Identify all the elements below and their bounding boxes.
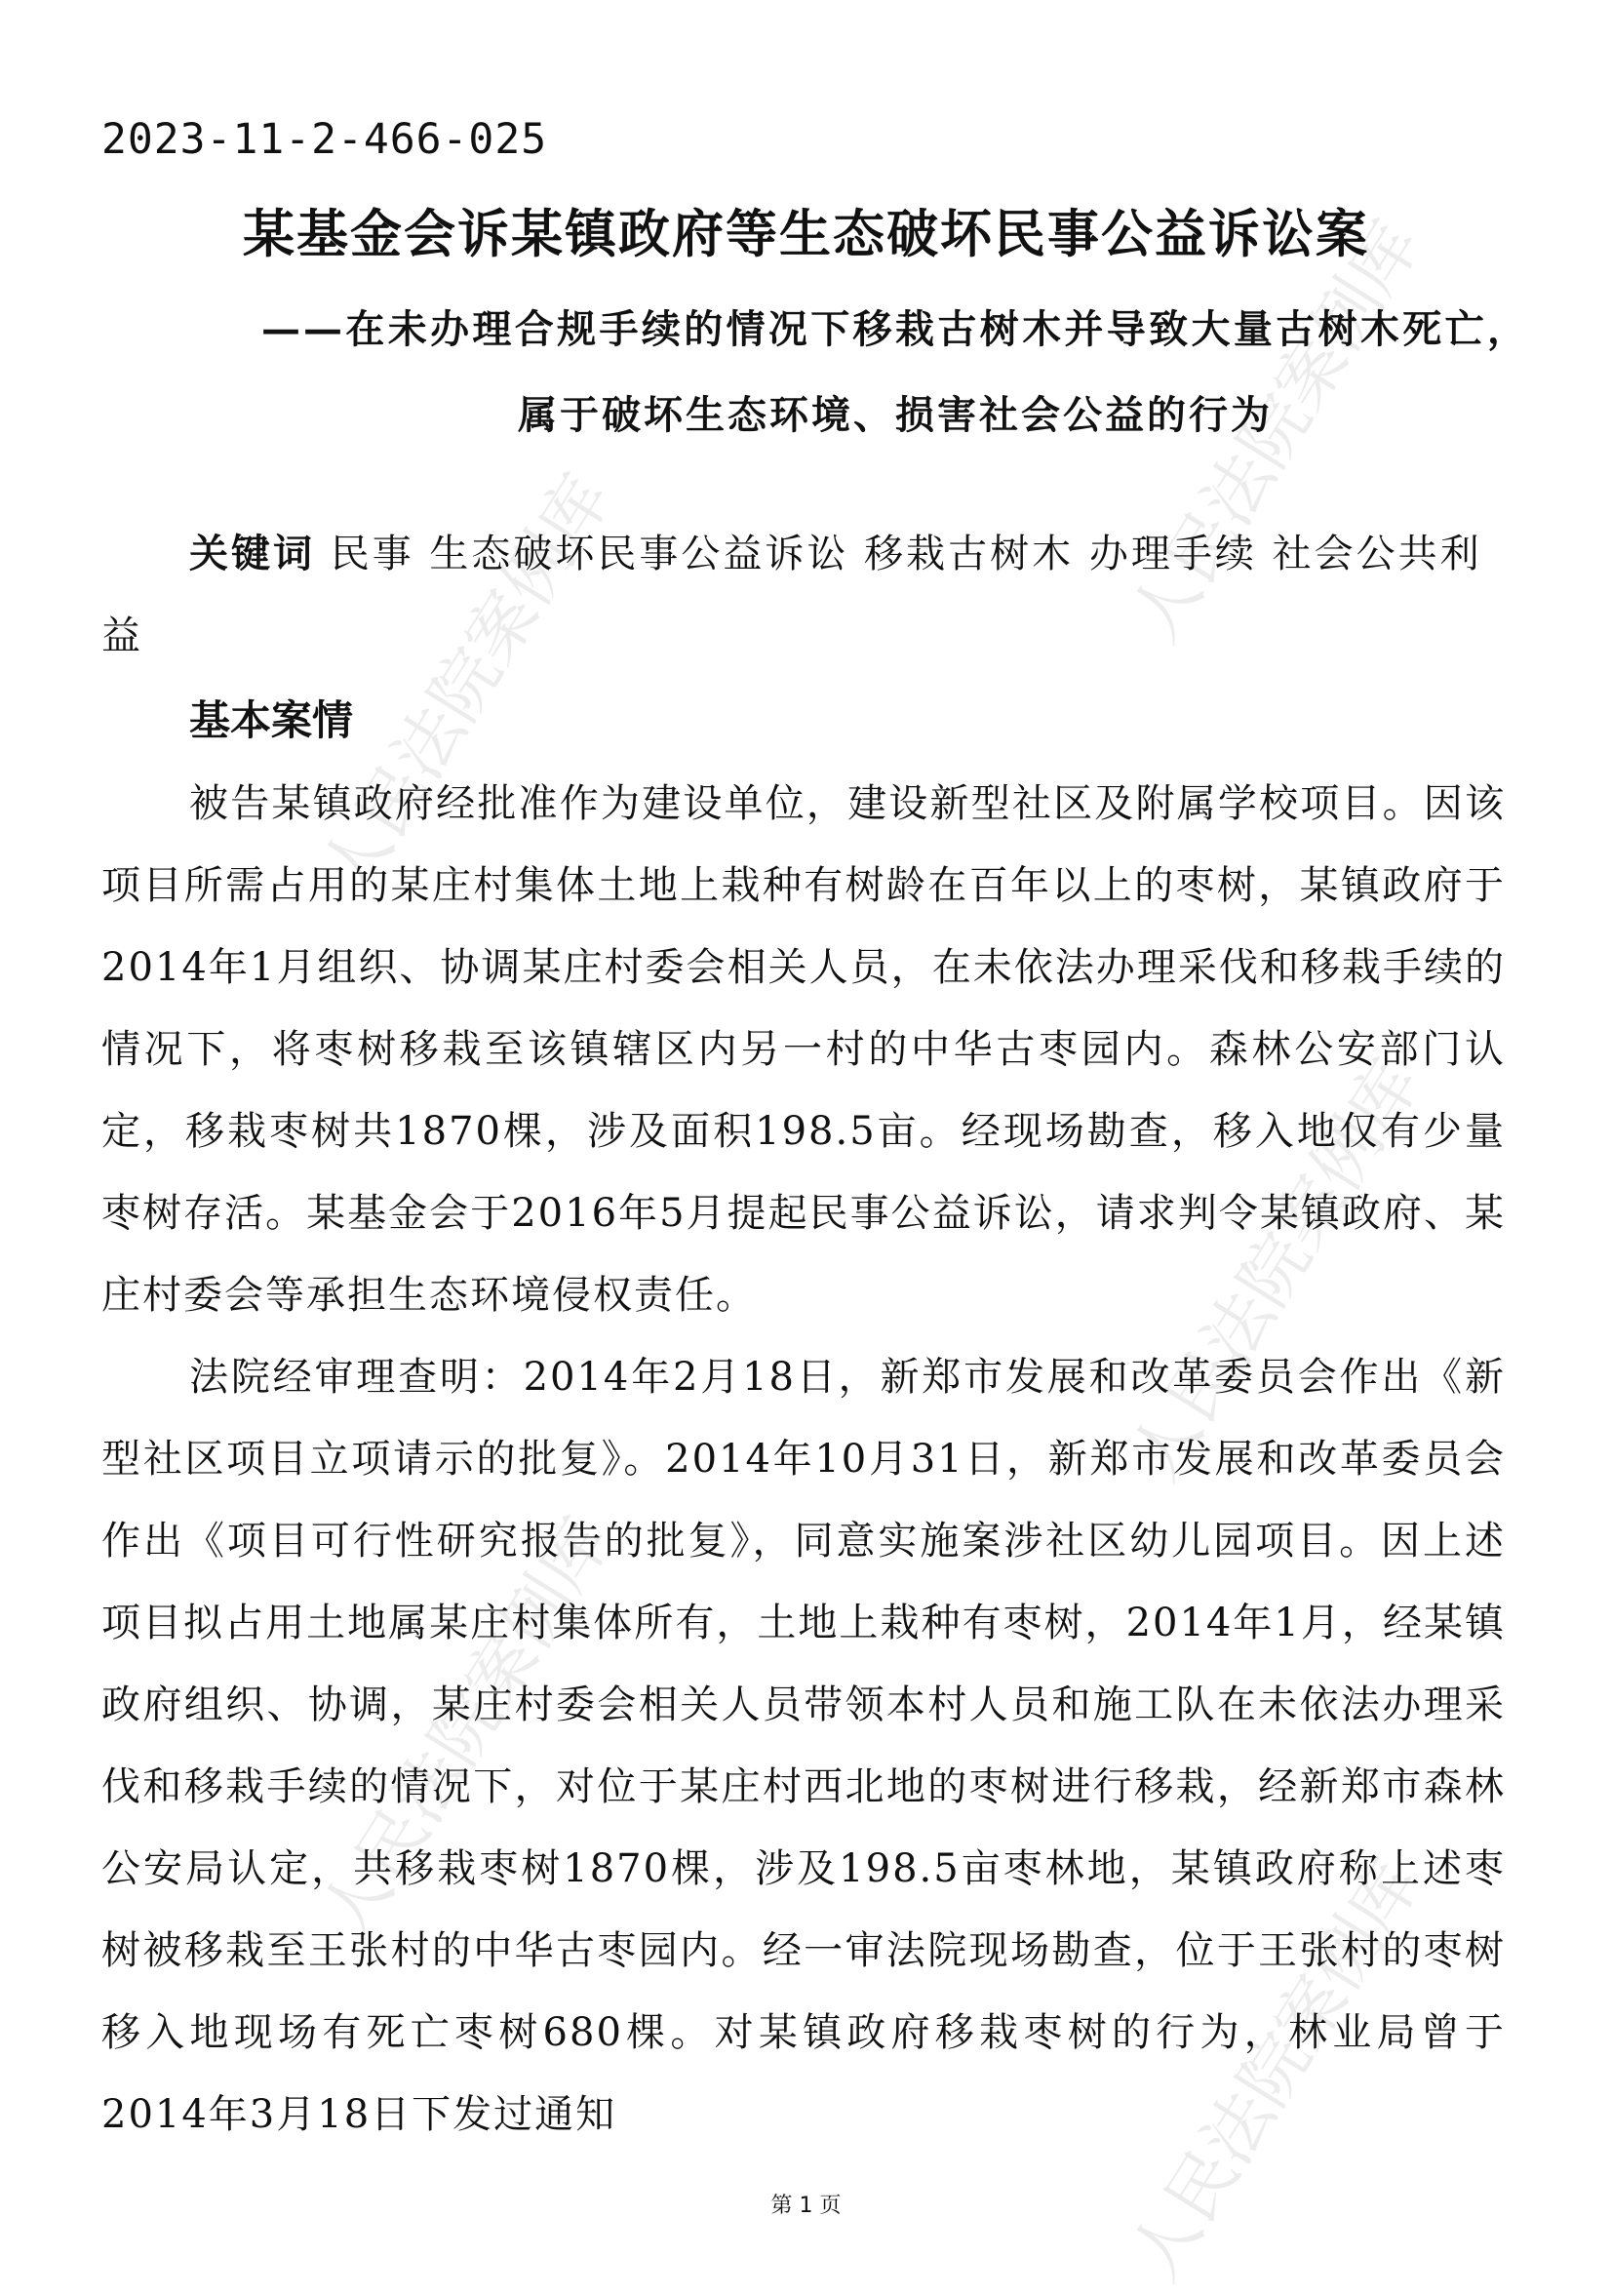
watermark: 人民法院案例库 (304, 460, 626, 909)
document-subtitle: ——在未办理合规手续的情况下移栽古树木并导致大量古树木死亡，属于破坏生态环境、损害社会公益的行为 (261, 306, 1529, 438)
watermark: 人民法院案例库 (1114, 1046, 1435, 1494)
keywords-line (101, 513, 1506, 677)
document-title: 某基金会诉某镇政府等生态破坏民事公益诉讼案 (243, 204, 1369, 264)
watermark: 人民法院案例库 (304, 1504, 626, 1953)
keywords-text: 民事 生态破坏民事公益诉讼 移栽古树木 办理手续 社会公共利益 (101, 532, 1482, 658)
watermark: 人民法院案例库 (1114, 1845, 1435, 2294)
case-number: 2023-11-2-466-025 (101, 115, 548, 164)
keywords-label: 关键词 (189, 532, 315, 576)
watermark: 人民法院案例库 (1114, 207, 1435, 655)
section-heading: 基本案情 (189, 696, 354, 744)
body-paragraph: 法院经审理查明：2014年2月18日，新郑市发展和改革委员会作出《新型社区项目立项请示的批复》。2014年10月31日，新郑市发展和改革委员会作出《项目可行性研究报告的批复》，同意实施案涉社区幼儿园项目。因上述项目拟占用土地属某庄村集体所有，土地上栽种有枣树，2014年1月，经某镇政府组织、协调，某庄村委会相关人员带领本村人员和施工队在未依法办理采伐和移栽手续的情况下，对位于某庄村西北地的枣树进行移栽，经新郑市森林公安局认定，共移栽枣树1870棵，涉及198.5亩枣林地，某镇政府称上述枣树被移栽至王张村的中华古枣园内。经一审法院现场勘查，位于王张村的枣树移入地现场有死亡枣树680棵。对某镇政府移栽枣树的行为，林业局曾于2014年3月18日下发过通知 (101, 1355, 1506, 2137)
page-number: 第 1 页 (770, 2194, 842, 2218)
body-paragraph: 被告某镇政府经批准作为建设单位，建设新型社区及附属学校项目。因该项目所需占用的某庄村集体土地上栽种有树龄在百年以上的枣树，某镇政府于2014年1月组织、协调某庄村委会相关人员，在未依法办理采伐和移栽手续的情况下，将枣树移栽至该镇辖区内另一村的中华古枣园内。森林公安部门认定，移栽枣树共1870棵，涉及面积198.5亩。经现场勘查，移入地仅有少量枣树存活。某基金会于2016年5月提起民事公益诉讼，请求判令某镇政府、某庄村委会等承担生态环境侵权责任。 (101, 781, 1506, 1318)
